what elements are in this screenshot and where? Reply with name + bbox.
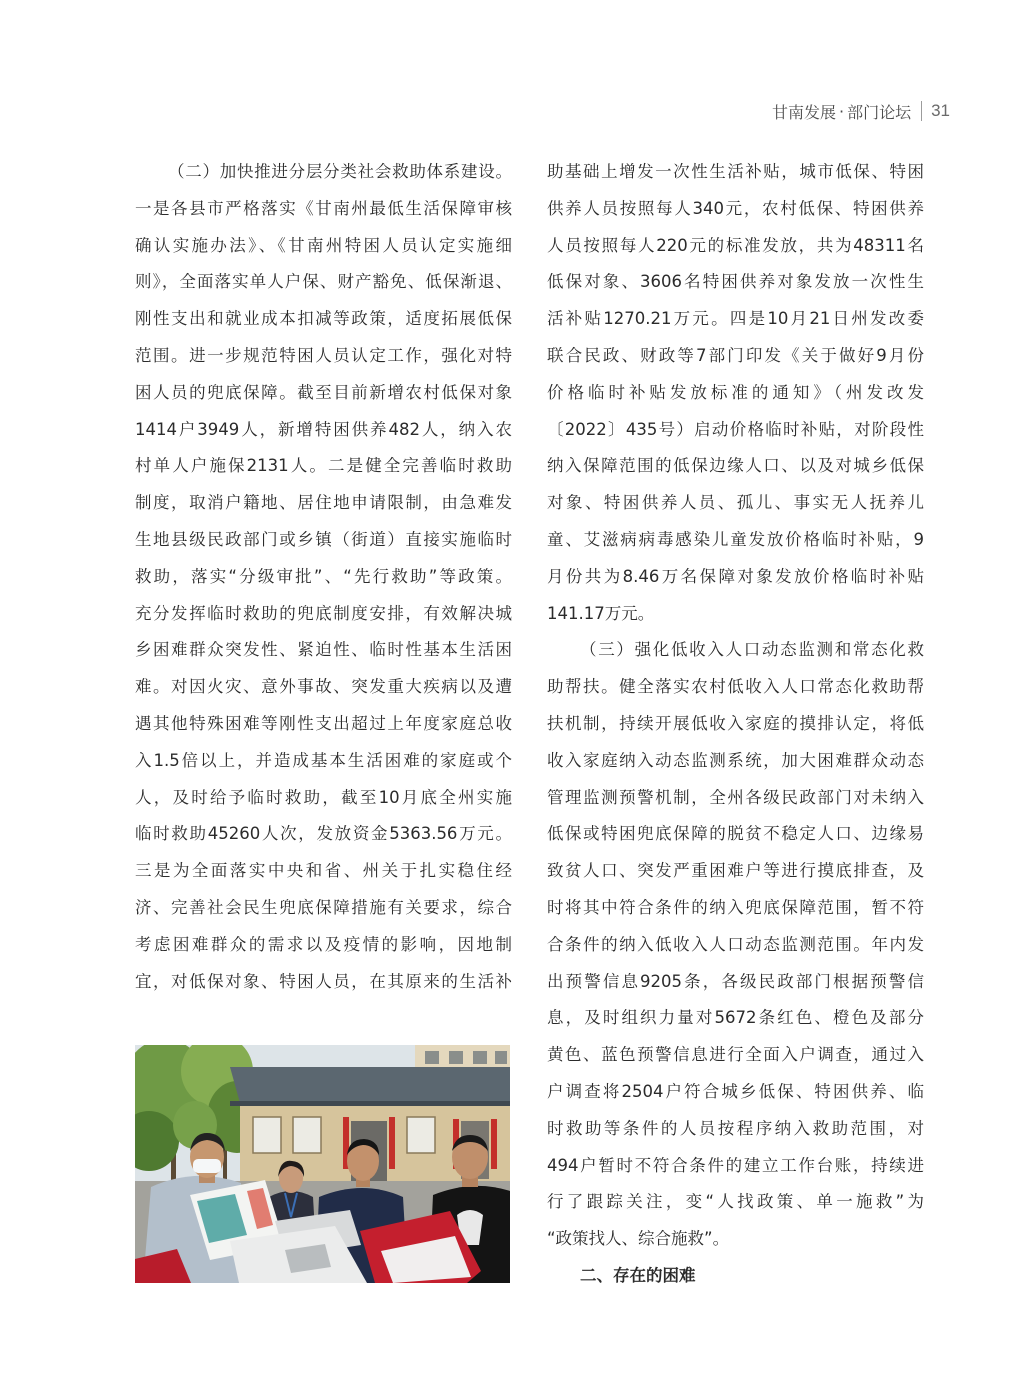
text-line: 供养人员按照每人340元，农村低保、特困供养 — [547, 198, 924, 218]
text-line: 童、艾滋病病毒感染儿童发放价格临时补贴，9 — [547, 529, 924, 549]
text-line: 人员按照每人220元的标准发放，共为48311名 — [547, 235, 924, 255]
text-line: 乡困难群众突发性、紧迫性、临时性基本生活困 — [135, 640, 512, 660]
text-line: 时将其中符合条件的纳入兜底保障范围，暂不符 — [547, 897, 924, 917]
text-line: 刚性支出和就业成本扣减等政策，适度拓展低保 — [135, 309, 512, 329]
text-line: 则》，全面落实单人户保、财产豁免、低保渐退、 — [135, 272, 512, 292]
text-line: 息，及时组织力量对5672条红色、橙色及部分 — [547, 1008, 924, 1028]
text-line: 三是为全面落实中央和省、州关于扎实稳住经 — [135, 861, 512, 881]
running-header — [772, 99, 950, 123]
subsection-heading-line: （三）强化低收入人口动态监测和常态化救 — [580, 640, 924, 660]
text-line: 范围。进一步规范特困人员认定工作，强化对特 — [135, 345, 512, 365]
text-line: 活补贴1270.21万元。四是10月21日州发改委 — [547, 309, 924, 329]
text-line: 低保或特困兜底保障的脱贫不稳定人口、边缘易 — [547, 824, 924, 844]
text-line: 充分发挥临时救助的兜底制度安排，有效解决城 — [135, 603, 512, 623]
text-line: 时救助等条件的人员按程序纳入救助范围，对 — [547, 1118, 924, 1138]
text-line: 临时救助45260人次，发放资金5363.56万元。 — [135, 824, 512, 844]
text-line: 救助，落实“分级审批”、“先行救助”等政策。 — [135, 566, 512, 586]
page-number: 31 — [931, 101, 950, 120]
text-line: 助基础上增发一次性生活补贴，城市低保、特困 — [547, 162, 924, 181]
text-line: 致贫人口、突发严重困难户等进行摸底排查，及 — [547, 861, 924, 881]
event-photo — [135, 1045, 510, 1283]
text-line: 出预警信息9205条，各级民政部门根据预警信 — [547, 971, 924, 991]
text-line: 宜，对低保对象、特困人员，在其原来的生活补 — [135, 971, 512, 991]
section-heading: 二、存在的困难 — [580, 1265, 696, 1285]
text-line: 行了跟踪关注，变“人找政策、单一施救”为 — [547, 1192, 924, 1212]
text-line: 黄色、蓝色预警信息进行全面入户调查，通过入 — [547, 1045, 924, 1065]
text-line: 低保对象、3606名特困供养对象发放一次性生 — [547, 272, 924, 292]
text-line: 1414户3949人，新增特困供养482人，纳入农 — [135, 419, 512, 439]
text-line: 制度，取消户籍地、居住地申请限制，由急难发 — [135, 493, 512, 513]
text-line: 纳入保障范围的低保边缘人口、以及对城乡低保 — [547, 456, 924, 476]
header-divider — [921, 101, 922, 121]
text-line: “政策找人、综合施救”。 — [547, 1229, 730, 1249]
section-name: 部门论坛 — [847, 102, 912, 122]
text-line: 扶机制，持续开展低收入家庭的摸排认定，将低 — [547, 713, 924, 733]
text-line: 户调查将2504户符合城乡低保、特困供养、临 — [547, 1081, 924, 1101]
text-line: 助帮扶。健全落实农村低收入人口常态化救助帮 — [547, 677, 924, 697]
text-line: 〔2022〕435号）启动价格临时补贴，对阶段性 — [547, 419, 924, 439]
left-column — [135, 154, 512, 1000]
text-line: 管理监测预警机制，全州各级民政部门对未纳入 — [547, 787, 924, 807]
text-line: 价格临时补贴发放标准的通知》（州发改发 — [547, 382, 924, 402]
text-line: 遇其他特殊困难等刚性支出超过上年度家庭总收 — [135, 713, 512, 733]
text-line: 考虑困难群众的需求以及疫情的影响，因地制 — [135, 934, 512, 954]
text-line: 入1.5倍以上，并造成基本生活困难的家庭或个 — [135, 750, 512, 770]
text-line: 生地县级民政部门或乡镇（街道）直接实施临时 — [135, 529, 512, 549]
text-line: 141.17万元。 — [547, 603, 655, 623]
text-line: 确认实施办法》、《甘南州特困人员认定实施细 — [135, 235, 512, 255]
text-line: 合条件的纳入低收入人口动态监测范围。年内发 — [547, 934, 924, 954]
text-line: 困人员的兜底保障。截至目前新增农村低保对象 — [135, 382, 512, 402]
text-line: 月份共为8.46万名保障对象发放价格临时补贴 — [547, 566, 924, 586]
header-dot: · — [838, 101, 845, 121]
text-line: 494户暂时不符合条件的建立工作台账，持续进 — [547, 1155, 924, 1175]
text-line: 难。对因火灾、意外事故、突发重大疾病以及遭 — [135, 677, 512, 697]
right-column — [547, 154, 924, 1295]
text-line: 一是各县市严格落实《甘南州最低生活保障审核 — [135, 198, 512, 218]
text-line: 对象、特困供养人员、孤儿、事实无人抚养儿 — [547, 493, 924, 513]
text-line: 人，及时给予临时救助，截至10月底全州实施 — [135, 787, 512, 807]
text-line: 收入家庭纳入动态监测系统，加大困难群众动态 — [547, 750, 924, 770]
text-line: 济、完善社会民生兜底保障措施有关要求，综合 — [135, 897, 512, 917]
text-line: 联合民政、财政等7部门印发《关于做好9月份 — [547, 345, 924, 365]
subsection-heading-line: （二）加快推进分层分类社会救助体系建设。 — [168, 162, 512, 181]
publication-name: 甘南发展 — [771, 102, 836, 122]
text-line: 村单人户施保2131人。二是健全完善临时救助 — [135, 456, 512, 476]
